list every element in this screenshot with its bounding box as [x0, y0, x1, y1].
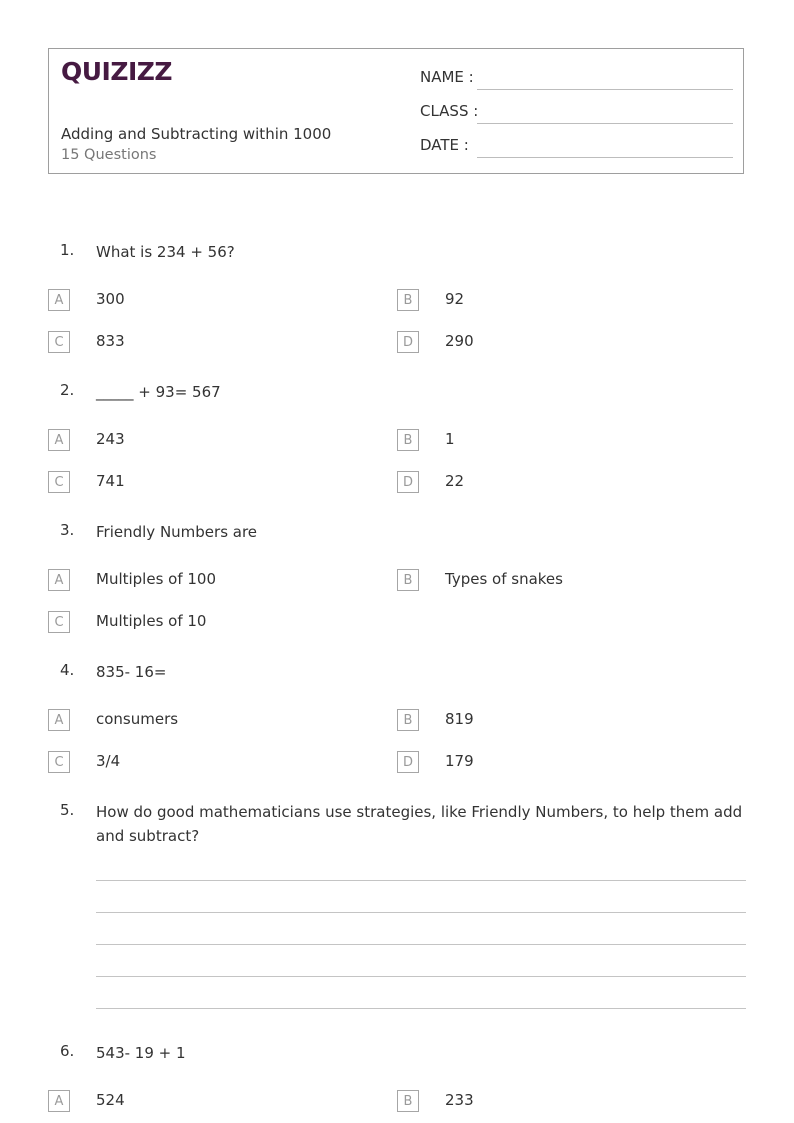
option-letter-box[interactable]: A: [48, 429, 70, 451]
option-text: 741: [96, 472, 125, 490]
option-text: Types of snakes: [445, 570, 563, 588]
option-text: 1: [445, 430, 455, 448]
question-number: 5.: [60, 801, 75, 819]
name-field-line[interactable]: [477, 89, 733, 90]
option-letter-box[interactable]: D: [397, 471, 419, 493]
option-letter-box[interactable]: A: [48, 569, 70, 591]
option-letter-box[interactable]: C: [48, 751, 70, 773]
option-letter-box[interactable]: A: [48, 709, 70, 731]
answer-line[interactable]: [96, 912, 746, 913]
answer-line[interactable]: [96, 880, 746, 881]
option-letter-box[interactable]: C: [48, 611, 70, 633]
option-letter-box[interactable]: B: [397, 709, 419, 731]
option-letter-box[interactable]: B: [397, 1090, 419, 1112]
date-field-line[interactable]: [477, 157, 733, 158]
question-number: 6.: [60, 1042, 75, 1060]
answer-line[interactable]: [96, 1008, 746, 1009]
option-text: 243: [96, 430, 125, 448]
question-count: 15 Questions: [61, 147, 157, 163]
option-text: Multiples of 100: [96, 570, 217, 588]
option-text: 179: [445, 752, 474, 770]
class-field-line[interactable]: [477, 123, 733, 124]
option-text: 3/4: [96, 752, 121, 770]
question-number: 2.: [60, 381, 75, 399]
option-letter-box[interactable]: D: [397, 751, 419, 773]
option-letter-box[interactable]: B: [397, 289, 419, 311]
option-text: consumers: [96, 710, 179, 728]
option-text: 819: [445, 710, 474, 728]
question-text: 835- 16=: [96, 663, 167, 681]
answer-line[interactable]: [96, 944, 746, 945]
class-label: CLASS :: [420, 102, 479, 120]
option-letter-box[interactable]: D: [397, 331, 419, 353]
question-number: 3.: [60, 521, 75, 539]
option-text: 524: [96, 1091, 125, 1109]
worksheet-title: Adding and Subtracting within 1000: [61, 125, 332, 143]
option-letter-box[interactable]: C: [48, 331, 70, 353]
question-text: How do good mathematicians use strategies, like Friendly Numbers, to help them add and subtract?: [96, 803, 743, 845]
option-text: 92: [445, 290, 465, 308]
question-text: 543- 19 + 1: [96, 1044, 186, 1062]
date-label: DATE :: [420, 136, 469, 154]
option-text: 300: [96, 290, 125, 308]
option-letter-box[interactable]: A: [48, 1090, 70, 1112]
option-letter-box[interactable]: C: [48, 471, 70, 493]
quizizz-logo: QUIZIZZ: [61, 57, 173, 86]
question-text: _____ + 93= 567: [96, 383, 221, 401]
option-text: 233: [445, 1091, 474, 1109]
option-text: 290: [445, 332, 474, 350]
worksheet-header: [48, 48, 744, 174]
name-label: NAME :: [420, 68, 474, 86]
question-number: 1.: [60, 241, 75, 259]
option-text: Multiples of 10: [96, 612, 207, 630]
question-number: 4.: [60, 661, 75, 679]
option-letter-box[interactable]: B: [397, 429, 419, 451]
answer-line[interactable]: [96, 976, 746, 977]
option-letter-box[interactable]: A: [48, 289, 70, 311]
question-text: What is 234 + 56?: [96, 243, 235, 261]
option-letter-box[interactable]: B: [397, 569, 419, 591]
question-text: Friendly Numbers are: [96, 523, 258, 541]
option-text: 833: [96, 332, 125, 350]
option-text: 22: [445, 472, 465, 490]
